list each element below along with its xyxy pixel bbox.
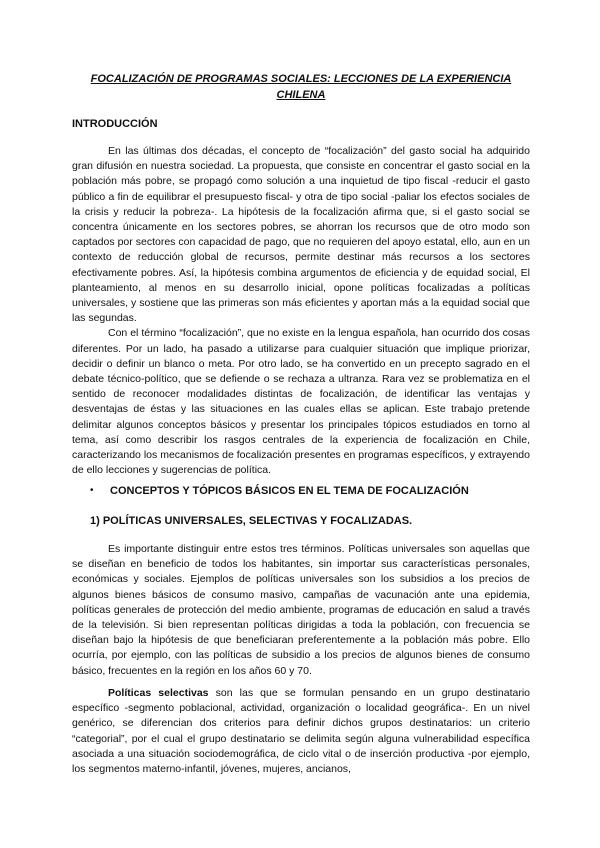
- intro-paragraph-1: En las últimas dos décadas, el concepto de “focalización” del gasto social ha adquirido gran difusión en nuestra sociedad. La propuesta, que consiste en concentrar el gasto social en la población más pobre, se propagó como solución a una inquietud de tipo fiscal -reducir el gasto público a fin de equilibrar el presupuesto fiscal- y otra de tipo social -paliar los efectos sociales de la crisis y reducir la pobreza-. La hipótesis de la focalización afirma que, si el gasto social se concentra únicamente en los sectores pobres, se ahorran los recursos que de otro modo son captados por sectores con capacidad de pago, que no requieren del apoyo estatal, ello, aun en un contexto de reducción global de recursos, permite destinar más recursos a los sectores efectivamente pobres. Así, la hipótesis combina argumentos de eficiencia y de equidad social, El planteamiento, al menos en su desarrollo inicial, opone políticas focalizadas a políticas universales, y sostiene que las primeras son más eficientes y aportan más a la equidad social que las segundas.: [72, 145, 530, 325]
- bullet-icon: •: [90, 485, 94, 496]
- section-body-2: [72, 686, 530, 777]
- term-politicas-selectivas: Políticas selectivas: [108, 687, 209, 699]
- section-paragraph-2: [72, 686, 530, 777]
- section-paragraph-2-text: son las que se formulan pensando en un grupo destinatario específico -segmento poblacional, actividad, organización o localidad geográfica-. En un nivel genérico, se diferencian dos criterios para definir dichos grupos destinatarios: un criterio “categorial”, por el cual el grupo destinatario se delimita según alguna vulnerabilidad específica asociada a una situación sociodemográfica, de ciclo vital o de inserción productiva -por ejemplo, los segmentos materno-infantil, jóvenes, mujeres, ancianos,: [72, 687, 530, 776]
- intro-body: [72, 144, 530, 478]
- intro-paragraph-2: Con el término “focalización”, que no existe en la lengua española, han ocurrido dos cosas diferentes. Por un lado, ha pasado a utilizarse para cualquier situación que implique priorizar, decidir o definir un blanco o meta. Por otro lado, se ha convertido en un precepto sagrado en el debate técnico-político, que se defiende o se rechaza a ultranza. Rara vez se problematiza en el sentido de reconocer modalidades distintas de focalización, de identificar las ventajas y desventajas de éstas y las situaciones en las cuales ellas se aplican. Este trabajo pretende delimitar algunos conceptos básicos y presentar los principales tópicos estudiados en torno al tema, así como describir los rasgos centrales de la experiencia de focalización en Chile, caracterizando los mecanismos de focalización presentes en programas específicos, y extrayendo de ello lecciones y sugerencias de política.: [72, 327, 530, 477]
- intro-heading: INTRODUCCIÓN: [72, 118, 158, 130]
- section-paragraph-1: Es importante distinguir entre estos tres términos. Políticas universales son aquellas que se diseñan en beneficio de todos los habitantes, sin importar sus características personales, económicas y sociales. Ejemplos de políticas universales son los subsidios a los precios de algunos bienes básicos de consumo masivo, campañas de vacunación ante una epidemia, políticas generales de protección del medio ambiente, programas de educación en salud a través de la televisión. Si bien representan políticas dirigidas a toda la población, con frecuencia se diseñan bajo la hipótesis de que beneficiaran preferentemente a la población más pobre. Ello ocurría, por ejemplo, con las políticas de subsidio a los precios de algunos bienes de consumo básico, frecuentes en la región en los años 60 y 70.: [72, 543, 530, 677]
- section-body-1: [72, 542, 530, 679]
- subsection-heading: 1) POLÍTICAS UNIVERSALES, SELECTIVAS Y FOCALIZADAS.: [90, 515, 413, 527]
- document-title: FOCALIZACIÓN DE PROGRAMAS SOCIALES: LECCIONES DE LA EXPERIENCIA CHILENA: [90, 73, 512, 101]
- section-heading: CONCEPTOS Y TÓPICOS BÁSICOS EN EL TEMA DE FOCALIZACIÓN: [110, 485, 469, 497]
